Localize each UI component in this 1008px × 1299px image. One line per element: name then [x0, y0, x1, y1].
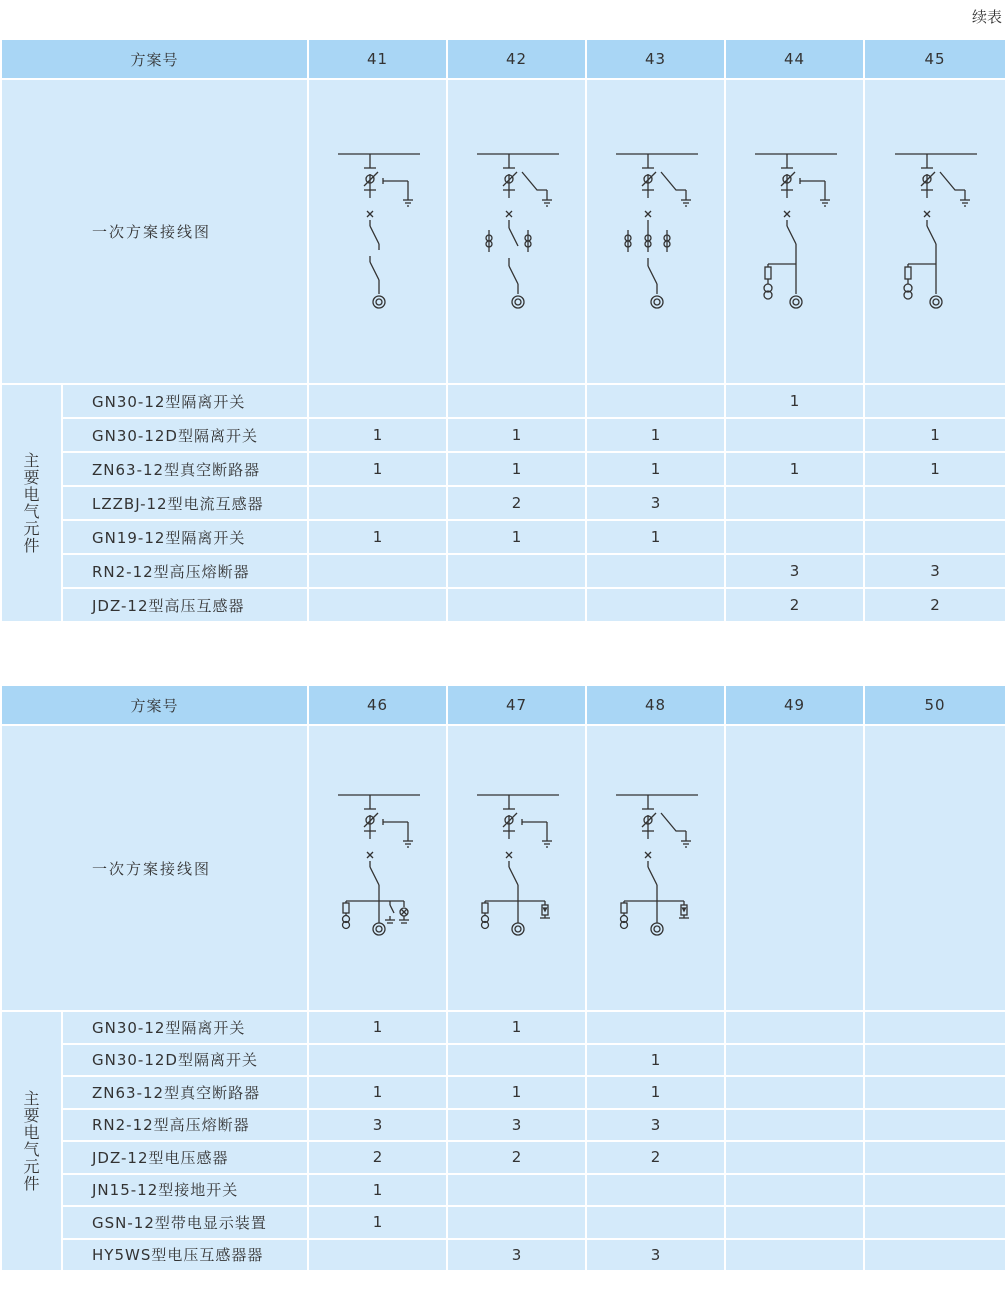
wiring-diagram-49	[725, 725, 864, 1011]
component-qty	[447, 1206, 586, 1239]
component-qty	[864, 1011, 1006, 1044]
component-qty	[725, 1044, 864, 1077]
component-qty	[864, 486, 1006, 520]
component-row	[1, 1141, 1006, 1174]
component-qty	[725, 1109, 864, 1142]
component-name: LZZBJ-12型电流互感器	[62, 486, 308, 520]
single-line-diagram-icon	[467, 783, 567, 953]
component-qty: 1	[447, 452, 586, 486]
component-qty	[725, 418, 864, 452]
single-line-diagram-icon	[328, 142, 428, 322]
scheme-table-1	[0, 38, 1007, 623]
component-qty: 2	[725, 588, 864, 622]
component-name: JN15-12型接地开关	[62, 1174, 308, 1207]
component-qty: 3	[725, 554, 864, 588]
component-qty: 2	[447, 486, 586, 520]
single-line-diagram-icon	[885, 142, 985, 322]
component-name: GN30-12D型隔离开关	[62, 1044, 308, 1077]
wiring-diagram-50	[864, 725, 1006, 1011]
component-qty: 1	[308, 520, 447, 554]
component-qty	[308, 588, 447, 622]
component-qty	[586, 1174, 725, 1207]
component-qty: 3	[586, 1109, 725, 1142]
component-row	[1, 520, 1006, 554]
scheme-number-label: 方案号	[1, 39, 308, 79]
component-qty	[586, 554, 725, 588]
component-qty: 2	[308, 1141, 447, 1174]
continued-note: 续表	[971, 8, 1002, 26]
component-qty	[308, 1239, 447, 1272]
wiring-diagram-47	[447, 725, 586, 1011]
scheme-number: 45	[864, 39, 1006, 79]
component-qty	[864, 384, 1006, 418]
component-qty	[864, 1206, 1006, 1239]
component-qty	[447, 588, 586, 622]
component-qty	[447, 1174, 586, 1207]
diagram-row	[1, 725, 1006, 1011]
component-row	[1, 588, 1006, 622]
component-qty: 3	[447, 1109, 586, 1142]
component-qty	[725, 1206, 864, 1239]
component-name: GN30-12型隔离开关	[62, 384, 308, 418]
diagram-row-label: 一次方案接线图	[1, 79, 308, 384]
wiring-diagram-41	[308, 79, 447, 384]
component-qty	[864, 1076, 1006, 1109]
single-line-diagram-icon	[467, 142, 567, 322]
component-qty	[308, 486, 447, 520]
component-qty	[864, 520, 1006, 554]
component-row	[1, 1174, 1006, 1207]
wiring-diagram-43	[586, 79, 725, 384]
component-qty	[447, 1044, 586, 1077]
component-qty: 1	[447, 418, 586, 452]
component-qty: 1	[864, 418, 1006, 452]
component-group-label: 主要电气元件	[1, 1011, 62, 1271]
single-line-diagram-icon	[328, 783, 428, 953]
component-qty	[308, 554, 447, 588]
component-name: ZN63-12型真空断路器	[62, 452, 308, 486]
component-qty	[308, 1044, 447, 1077]
component-row	[1, 1206, 1006, 1239]
scheme-table-2	[0, 684, 1007, 1272]
single-line-diagram-icon	[606, 142, 706, 322]
component-qty: 1	[586, 520, 725, 554]
component-qty	[725, 1076, 864, 1109]
component-qty: 2	[864, 588, 1006, 622]
component-name: GN30-12型隔离开关	[62, 1011, 308, 1044]
component-qty	[586, 588, 725, 622]
component-qty: 1	[864, 452, 1006, 486]
scheme-number: 48	[586, 685, 725, 725]
component-qty: 3	[308, 1109, 447, 1142]
component-qty	[725, 1174, 864, 1207]
component-row	[1, 1044, 1006, 1077]
wiring-diagram-42	[447, 79, 586, 384]
diagram-row-label: 一次方案接线图	[1, 725, 308, 1011]
component-qty	[447, 554, 586, 588]
component-qty: 1	[586, 1076, 725, 1109]
scheme-number: 41	[308, 39, 447, 79]
scheme-number: 49	[725, 685, 864, 725]
scheme-number-label: 方案号	[1, 685, 308, 725]
component-qty: 1	[586, 452, 725, 486]
component-qty: 1	[725, 452, 864, 486]
component-qty: 1	[447, 1011, 586, 1044]
component-name: GN30-12D型隔离开关	[62, 418, 308, 452]
component-qty: 1	[308, 1174, 447, 1207]
component-name: ZN63-12型真空断路器	[62, 1076, 308, 1109]
component-qty	[725, 1011, 864, 1044]
component-qty: 1	[586, 1044, 725, 1077]
component-row	[1, 452, 1006, 486]
component-qty	[864, 1044, 1006, 1077]
single-line-diagram-icon	[606, 783, 706, 953]
component-qty: 1	[447, 520, 586, 554]
component-qty	[725, 486, 864, 520]
component-qty: 3	[586, 1239, 725, 1272]
component-qty	[586, 384, 725, 418]
component-name: GSN-12型带电显示装置	[62, 1206, 308, 1239]
component-qty: 3	[864, 554, 1006, 588]
component-qty	[586, 1011, 725, 1044]
component-qty: 2	[586, 1141, 725, 1174]
component-row	[1, 384, 1006, 418]
component-qty	[308, 384, 447, 418]
scheme-number: 44	[725, 39, 864, 79]
component-qty	[864, 1109, 1006, 1142]
wiring-diagram-45	[864, 79, 1006, 384]
component-qty: 1	[308, 418, 447, 452]
scheme-number: 46	[308, 685, 447, 725]
component-name: JDZ-12型电压感器	[62, 1141, 308, 1174]
component-qty	[447, 384, 586, 418]
component-name: RN2-12型高压熔断器	[62, 1109, 308, 1142]
component-row	[1, 418, 1006, 452]
component-qty	[725, 520, 864, 554]
component-row	[1, 554, 1006, 588]
component-qty: 1	[725, 384, 864, 418]
component-qty	[725, 1239, 864, 1272]
component-row	[1, 486, 1006, 520]
component-qty	[864, 1239, 1006, 1272]
component-row	[1, 1076, 1006, 1109]
component-name: HY5WS型电压互感器器	[62, 1239, 308, 1272]
diagram-row	[1, 79, 1006, 384]
scheme-number: 42	[447, 39, 586, 79]
wiring-diagram-46	[308, 725, 447, 1011]
header-row	[1, 685, 1006, 725]
component-qty	[586, 1206, 725, 1239]
component-qty: 1	[308, 452, 447, 486]
component-qty: 1	[586, 418, 725, 452]
component-qty: 1	[308, 1206, 447, 1239]
component-qty: 1	[308, 1076, 447, 1109]
component-row	[1, 1239, 1006, 1272]
component-qty	[725, 1141, 864, 1174]
component-qty	[864, 1174, 1006, 1207]
component-name: JDZ-12型高压互感器	[62, 588, 308, 622]
header-row	[1, 39, 1006, 79]
component-name: RN2-12型高压熔断器	[62, 554, 308, 588]
scheme-number: 50	[864, 685, 1006, 725]
component-row	[1, 1109, 1006, 1142]
component-qty: 1	[308, 1011, 447, 1044]
component-qty	[864, 1141, 1006, 1174]
wiring-diagram-48	[586, 725, 725, 1011]
component-qty: 2	[447, 1141, 586, 1174]
component-qty: 1	[447, 1076, 586, 1109]
component-row	[1, 1011, 1006, 1044]
component-group-label: 主要电气元件	[1, 384, 62, 622]
wiring-diagram-44	[725, 79, 864, 384]
scheme-number: 47	[447, 685, 586, 725]
component-qty: 3	[586, 486, 725, 520]
scheme-number: 43	[586, 39, 725, 79]
component-qty: 3	[447, 1239, 586, 1272]
single-line-diagram-icon	[745, 142, 845, 322]
component-name: GN19-12型隔离开关	[62, 520, 308, 554]
